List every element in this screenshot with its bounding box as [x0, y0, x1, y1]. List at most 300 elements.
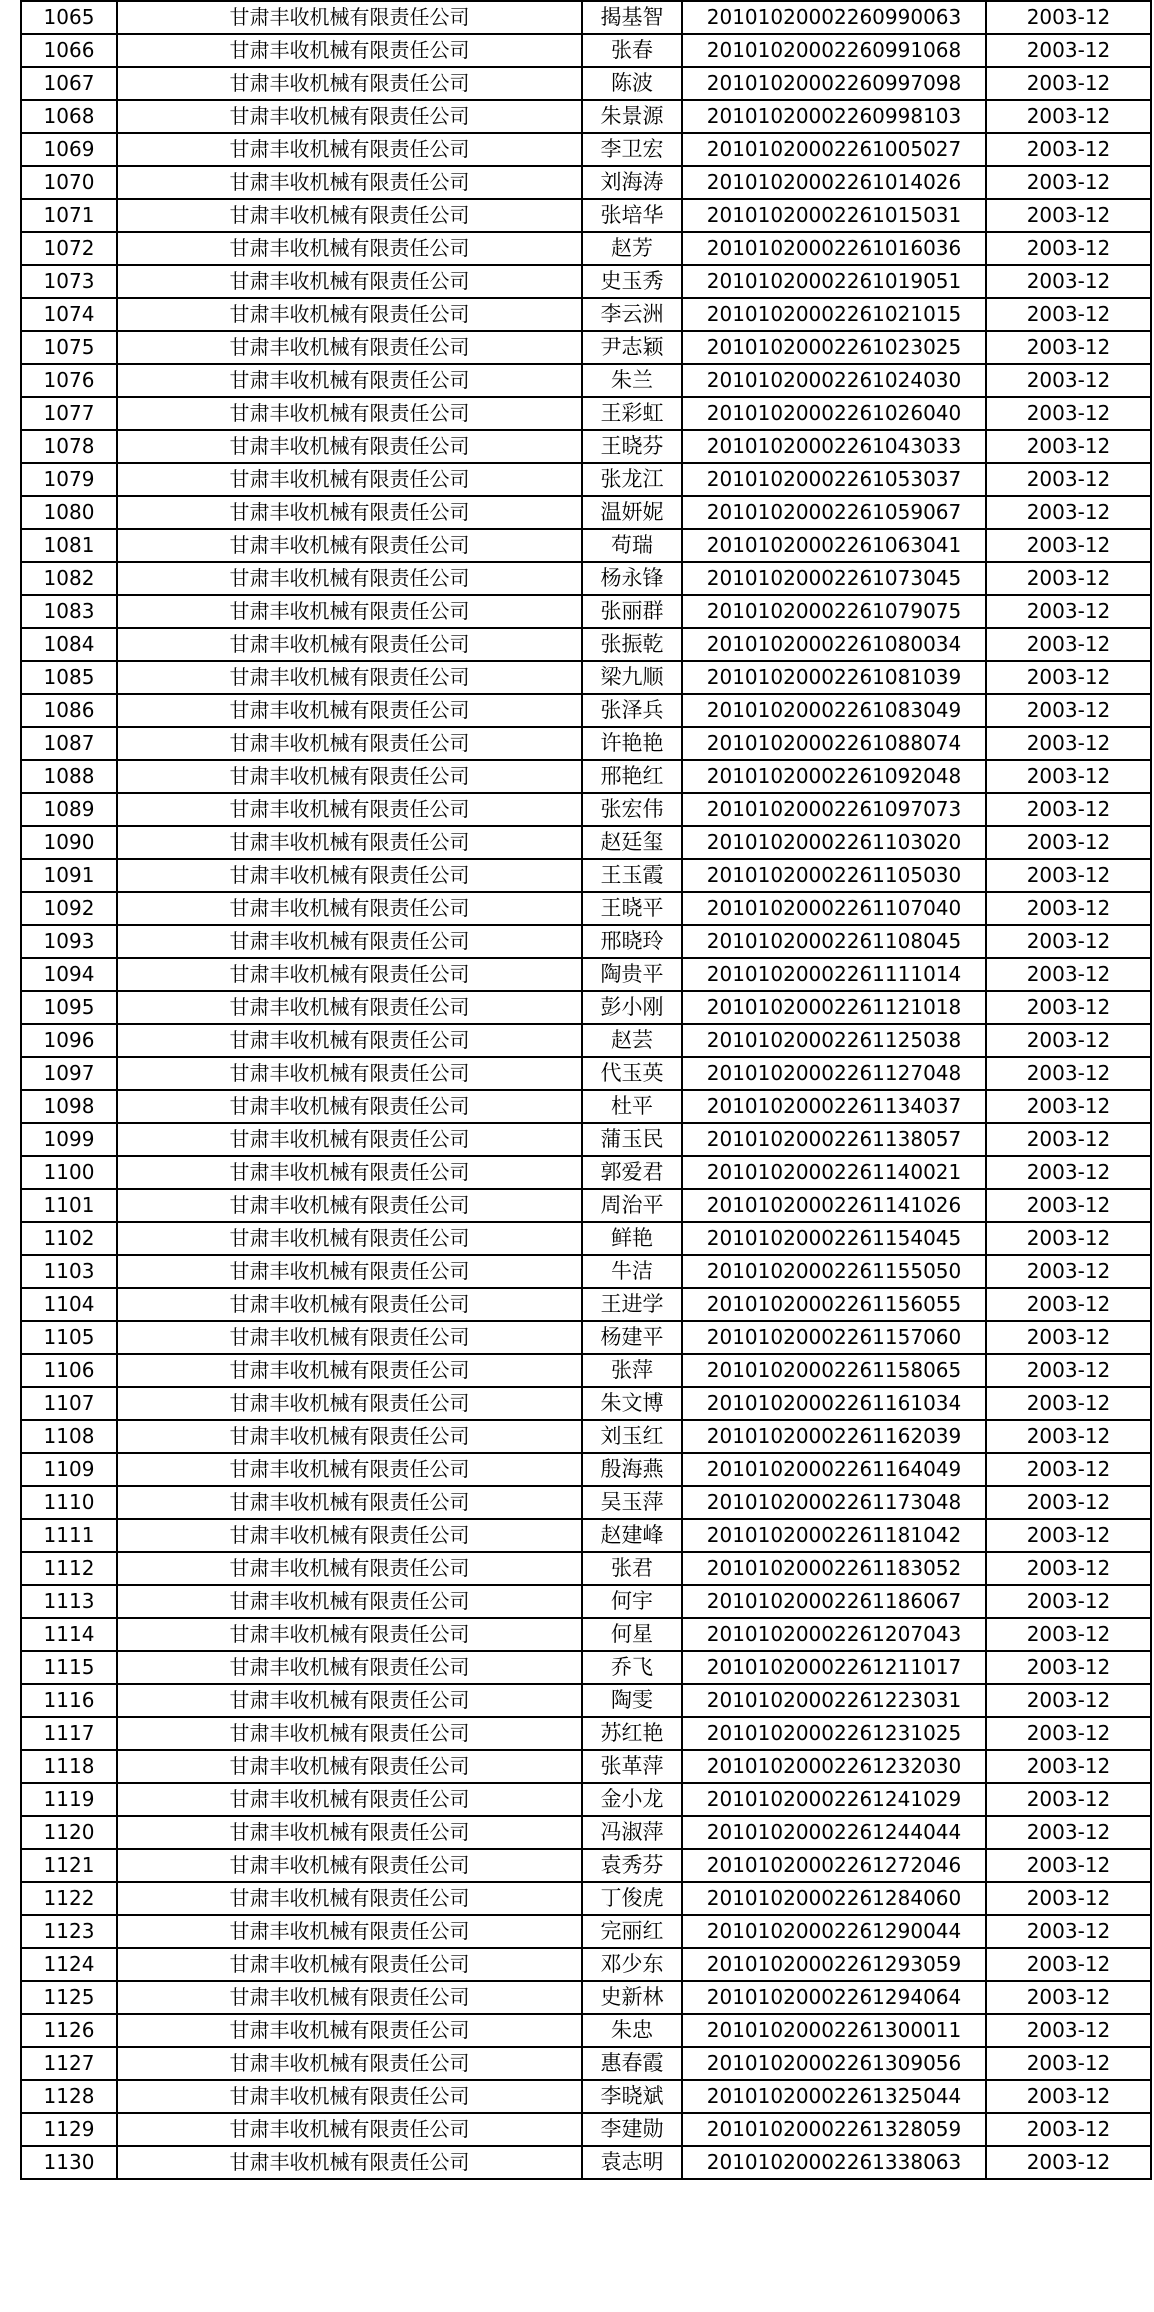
- table-row: [21, 496, 1151, 529]
- serial-number-cell: 1084: [21, 628, 117, 661]
- company-name-cell: 甘肃丰收机械有限责任公司: [117, 1354, 582, 1387]
- id-number-cell: 20101020002261284060: [682, 1882, 986, 1915]
- table-row: [21, 67, 1151, 100]
- company-name-cell: 甘肃丰收机械有限责任公司: [117, 133, 582, 166]
- serial-number-cell: 1086: [21, 694, 117, 727]
- table-row: [21, 397, 1151, 430]
- date-cell: 2003-12: [986, 1585, 1151, 1618]
- person-name-cell: 陶雯: [582, 1684, 682, 1717]
- id-number-cell: 20101020002261309056: [682, 2047, 986, 2080]
- company-name-cell: 甘肃丰收机械有限责任公司: [117, 2014, 582, 2047]
- person-name-cell: 朱景源: [582, 100, 682, 133]
- company-name-cell: 甘肃丰收机械有限责任公司: [117, 1156, 582, 1189]
- date-cell: 2003-12: [986, 2146, 1151, 2179]
- id-number-cell: 20101020002261063041: [682, 529, 986, 562]
- table-row: [21, 133, 1151, 166]
- serial-number-cell: 1065: [21, 1, 117, 34]
- company-name-cell: 甘肃丰收机械有限责任公司: [117, 1882, 582, 1915]
- date-cell: 2003-12: [986, 1453, 1151, 1486]
- id-number-cell: 20101020002261103020: [682, 826, 986, 859]
- table-row: [21, 694, 1151, 727]
- company-name-cell: 甘肃丰收机械有限责任公司: [117, 1321, 582, 1354]
- serial-number-cell: 1116: [21, 1684, 117, 1717]
- serial-number-cell: 1082: [21, 562, 117, 595]
- id-number-cell: 20101020002260990063: [682, 1, 986, 34]
- person-name-cell: 梁九顺: [582, 661, 682, 694]
- serial-number-cell: 1127: [21, 2047, 117, 2080]
- company-name-cell: 甘肃丰收机械有限责任公司: [117, 265, 582, 298]
- date-cell: 2003-12: [986, 826, 1151, 859]
- id-number-cell: 20101020002261092048: [682, 760, 986, 793]
- person-name-cell: 蒲玉民: [582, 1123, 682, 1156]
- person-name-cell: 鲜艳: [582, 1222, 682, 1255]
- id-number-cell: 20101020002261154045: [682, 1222, 986, 1255]
- id-number-cell: 20101020002261097073: [682, 793, 986, 826]
- id-number-cell: 20101020002261021015: [682, 298, 986, 331]
- person-name-cell: 赵芸: [582, 1024, 682, 1057]
- company-name-cell: 甘肃丰收机械有限责任公司: [117, 1222, 582, 1255]
- company-name-cell: 甘肃丰收机械有限责任公司: [117, 1123, 582, 1156]
- table-row: [21, 991, 1151, 1024]
- date-cell: 2003-12: [986, 496, 1151, 529]
- person-name-cell: 邢艳红: [582, 760, 682, 793]
- id-number-cell: 20101020002261207043: [682, 1618, 986, 1651]
- serial-number-cell: 1106: [21, 1354, 117, 1387]
- id-number-cell: 20101020002261053037: [682, 463, 986, 496]
- company-name-cell: 甘肃丰收机械有限责任公司: [117, 298, 582, 331]
- id-number-cell: 20101020002261083049: [682, 694, 986, 727]
- id-number-cell: 20101020002261108045: [682, 925, 986, 958]
- table-row: [21, 166, 1151, 199]
- date-cell: 2003-12: [986, 1519, 1151, 1552]
- serial-number-cell: 1105: [21, 1321, 117, 1354]
- date-cell: 2003-12: [986, 1849, 1151, 1882]
- company-name-cell: 甘肃丰收机械有限责任公司: [117, 1552, 582, 1585]
- id-number-cell: 20101020002261073045: [682, 562, 986, 595]
- person-name-cell: 代玉英: [582, 1057, 682, 1090]
- serial-number-cell: 1101: [21, 1189, 117, 1222]
- serial-number-cell: 1089: [21, 793, 117, 826]
- serial-number-cell: 1115: [21, 1651, 117, 1684]
- company-name-cell: 甘肃丰收机械有限责任公司: [117, 1057, 582, 1090]
- table-row: [21, 2113, 1151, 2146]
- id-number-cell: 20101020002261125038: [682, 1024, 986, 1057]
- table-row: [21, 529, 1151, 562]
- date-cell: 2003-12: [986, 925, 1151, 958]
- id-number-cell: 20101020002261043033: [682, 430, 986, 463]
- date-cell: 2003-12: [986, 430, 1151, 463]
- serial-number-cell: 1102: [21, 1222, 117, 1255]
- company-name-cell: 甘肃丰收机械有限责任公司: [117, 1387, 582, 1420]
- serial-number-cell: 1081: [21, 529, 117, 562]
- date-cell: 2003-12: [986, 1882, 1151, 1915]
- table-row: [21, 958, 1151, 991]
- table-row: [21, 364, 1151, 397]
- id-number-cell: 20101020002261088074: [682, 727, 986, 760]
- person-name-cell: 乔飞: [582, 1651, 682, 1684]
- company-name-cell: 甘肃丰收机械有限责任公司: [117, 1849, 582, 1882]
- id-number-cell: 20101020002261223031: [682, 1684, 986, 1717]
- company-name-cell: 甘肃丰收机械有限责任公司: [117, 1618, 582, 1651]
- serial-number-cell: 1067: [21, 67, 117, 100]
- company-name-cell: 甘肃丰收机械有限责任公司: [117, 100, 582, 133]
- person-name-cell: 张振乾: [582, 628, 682, 661]
- company-name-cell: 甘肃丰收机械有限责任公司: [117, 628, 582, 661]
- id-number-cell: 20101020002261111014: [682, 958, 986, 991]
- serial-number-cell: 1093: [21, 925, 117, 958]
- date-cell: 2003-12: [986, 1156, 1151, 1189]
- id-number-cell: 20101020002261024030: [682, 364, 986, 397]
- company-name-cell: 甘肃丰收机械有限责任公司: [117, 1, 582, 34]
- date-cell: 2003-12: [986, 1552, 1151, 1585]
- table-row: [21, 1255, 1151, 1288]
- table-row: [21, 1519, 1151, 1552]
- table-row: [21, 1387, 1151, 1420]
- person-name-cell: 王进学: [582, 1288, 682, 1321]
- company-name-cell: 甘肃丰收机械有限责任公司: [117, 1090, 582, 1123]
- company-name-cell: 甘肃丰收机械有限责任公司: [117, 1519, 582, 1552]
- person-name-cell: 王晓平: [582, 892, 682, 925]
- date-cell: 2003-12: [986, 1024, 1151, 1057]
- serial-number-cell: 1069: [21, 133, 117, 166]
- date-cell: 2003-12: [986, 133, 1151, 166]
- date-cell: 2003-12: [986, 265, 1151, 298]
- id-number-cell: 20101020002261328059: [682, 2113, 986, 2146]
- person-name-cell: 袁志明: [582, 2146, 682, 2179]
- table-row: [21, 1948, 1151, 1981]
- table-row: [21, 1024, 1151, 1057]
- company-name-cell: 甘肃丰收机械有限责任公司: [117, 430, 582, 463]
- table-row: [21, 1123, 1151, 1156]
- company-name-cell: 甘肃丰收机械有限责任公司: [117, 859, 582, 892]
- id-number-cell: 20101020002261232030: [682, 1750, 986, 1783]
- table-row: [21, 1453, 1151, 1486]
- table-row: [21, 1090, 1151, 1123]
- date-cell: 2003-12: [986, 2113, 1151, 2146]
- date-cell: 2003-12: [986, 34, 1151, 67]
- id-number-cell: 20101020002261107040: [682, 892, 986, 925]
- company-name-cell: 甘肃丰收机械有限责任公司: [117, 2080, 582, 2113]
- date-cell: 2003-12: [986, 1750, 1151, 1783]
- id-number-cell: 20101020002261293059: [682, 1948, 986, 1981]
- person-name-cell: 张龙江: [582, 463, 682, 496]
- date-cell: 2003-12: [986, 694, 1151, 727]
- table-row: [21, 34, 1151, 67]
- id-number-cell: 20101020002260997098: [682, 67, 986, 100]
- id-number-cell: 20101020002261155050: [682, 1255, 986, 1288]
- serial-number-cell: 1100: [21, 1156, 117, 1189]
- id-number-cell: 20101020002261300011: [682, 2014, 986, 2047]
- person-name-cell: 朱文博: [582, 1387, 682, 1420]
- serial-number-cell: 1079: [21, 463, 117, 496]
- date-cell: 2003-12: [986, 232, 1151, 265]
- serial-number-cell: 1099: [21, 1123, 117, 1156]
- date-cell: 2003-12: [986, 529, 1151, 562]
- table-row: [21, 1420, 1151, 1453]
- company-name-cell: 甘肃丰收机械有限责任公司: [117, 958, 582, 991]
- date-cell: 2003-12: [986, 1255, 1151, 1288]
- date-cell: 2003-12: [986, 1387, 1151, 1420]
- serial-number-cell: 1122: [21, 1882, 117, 1915]
- serial-number-cell: 1075: [21, 331, 117, 364]
- serial-number-cell: 1068: [21, 100, 117, 133]
- person-name-cell: 王玉霞: [582, 859, 682, 892]
- company-name-cell: 甘肃丰收机械有限责任公司: [117, 694, 582, 727]
- table-row: [21, 727, 1151, 760]
- person-name-cell: 完丽红: [582, 1915, 682, 1948]
- person-name-cell: 朱兰: [582, 364, 682, 397]
- person-name-cell: 史玉秀: [582, 265, 682, 298]
- person-name-cell: 何宇: [582, 1585, 682, 1618]
- table-row: [21, 2146, 1151, 2179]
- id-number-cell: 20101020002261173048: [682, 1486, 986, 1519]
- date-cell: 2003-12: [986, 1123, 1151, 1156]
- table-row: [21, 1618, 1151, 1651]
- company-name-cell: 甘肃丰收机械有限责任公司: [117, 661, 582, 694]
- roster-sheet: [20, 0, 1150, 2180]
- company-name-cell: 甘肃丰收机械有限责任公司: [117, 1486, 582, 1519]
- company-name-cell: 甘肃丰收机械有限责任公司: [117, 232, 582, 265]
- table-row: [21, 1915, 1151, 1948]
- person-name-cell: 惠春霞: [582, 2047, 682, 2080]
- person-name-cell: 刘海涛: [582, 166, 682, 199]
- company-name-cell: 甘肃丰收机械有限责任公司: [117, 2113, 582, 2146]
- company-name-cell: 甘肃丰收机械有限责任公司: [117, 1684, 582, 1717]
- roster-table: [20, 0, 1152, 2180]
- id-number-cell: 20101020002261081039: [682, 661, 986, 694]
- company-name-cell: 甘肃丰收机械有限责任公司: [117, 727, 582, 760]
- date-cell: 2003-12: [986, 1354, 1151, 1387]
- date-cell: 2003-12: [986, 397, 1151, 430]
- id-number-cell: 20101020002261016036: [682, 232, 986, 265]
- person-name-cell: 史新林: [582, 1981, 682, 2014]
- serial-number-cell: 1072: [21, 232, 117, 265]
- date-cell: 2003-12: [986, 892, 1151, 925]
- person-name-cell: 李建勋: [582, 2113, 682, 2146]
- company-name-cell: 甘肃丰收机械有限责任公司: [117, 529, 582, 562]
- table-row: [21, 331, 1151, 364]
- serial-number-cell: 1123: [21, 1915, 117, 1948]
- date-cell: 2003-12: [986, 100, 1151, 133]
- serial-number-cell: 1092: [21, 892, 117, 925]
- person-name-cell: 张宏伟: [582, 793, 682, 826]
- id-number-cell: 20101020002261158065: [682, 1354, 986, 1387]
- serial-number-cell: 1126: [21, 2014, 117, 2047]
- person-name-cell: 苏红艳: [582, 1717, 682, 1750]
- serial-number-cell: 1120: [21, 1816, 117, 1849]
- serial-number-cell: 1085: [21, 661, 117, 694]
- company-name-cell: 甘肃丰收机械有限责任公司: [117, 892, 582, 925]
- company-name-cell: 甘肃丰收机械有限责任公司: [117, 1189, 582, 1222]
- person-name-cell: 温妍妮: [582, 496, 682, 529]
- company-name-cell: 甘肃丰收机械有限责任公司: [117, 331, 582, 364]
- date-cell: 2003-12: [986, 2014, 1151, 2047]
- serial-number-cell: 1074: [21, 298, 117, 331]
- table-row: [21, 199, 1151, 232]
- table-row: [21, 1486, 1151, 1519]
- person-name-cell: 王晓芬: [582, 430, 682, 463]
- date-cell: 2003-12: [986, 958, 1151, 991]
- person-name-cell: 何星: [582, 1618, 682, 1651]
- id-number-cell: 20101020002261290044: [682, 1915, 986, 1948]
- id-number-cell: 20101020002261183052: [682, 1552, 986, 1585]
- person-name-cell: 张君: [582, 1552, 682, 1585]
- person-name-cell: 殷海燕: [582, 1453, 682, 1486]
- person-name-cell: 邢晓玲: [582, 925, 682, 958]
- company-name-cell: 甘肃丰收机械有限责任公司: [117, 463, 582, 496]
- company-name-cell: 甘肃丰收机械有限责任公司: [117, 199, 582, 232]
- table-row: [21, 760, 1151, 793]
- id-number-cell: 20101020002261161034: [682, 1387, 986, 1420]
- serial-number-cell: 1113: [21, 1585, 117, 1618]
- company-name-cell: 甘肃丰收机械有限责任公司: [117, 166, 582, 199]
- table-row: [21, 1750, 1151, 1783]
- date-cell: 2003-12: [986, 2080, 1151, 2113]
- person-name-cell: 周治平: [582, 1189, 682, 1222]
- person-name-cell: 陈波: [582, 67, 682, 100]
- date-cell: 2003-12: [986, 364, 1151, 397]
- serial-number-cell: 1119: [21, 1783, 117, 1816]
- table-row: [21, 2047, 1151, 2080]
- id-number-cell: 20101020002261080034: [682, 628, 986, 661]
- serial-number-cell: 1094: [21, 958, 117, 991]
- id-number-cell: 20101020002260998103: [682, 100, 986, 133]
- date-cell: 2003-12: [986, 661, 1151, 694]
- date-cell: 2003-12: [986, 793, 1151, 826]
- id-number-cell: 20101020002261079075: [682, 595, 986, 628]
- id-number-cell: 20101020002261005027: [682, 133, 986, 166]
- id-number-cell: 20101020002261105030: [682, 859, 986, 892]
- company-name-cell: 甘肃丰收机械有限责任公司: [117, 562, 582, 595]
- date-cell: 2003-12: [986, 331, 1151, 364]
- company-name-cell: 甘肃丰收机械有限责任公司: [117, 364, 582, 397]
- company-name-cell: 甘肃丰收机械有限责任公司: [117, 1750, 582, 1783]
- serial-number-cell: 1091: [21, 859, 117, 892]
- person-name-cell: 张丽群: [582, 595, 682, 628]
- id-number-cell: 20101020002261019051: [682, 265, 986, 298]
- table-row: [21, 1156, 1151, 1189]
- person-name-cell: 金小龙: [582, 1783, 682, 1816]
- date-cell: 2003-12: [986, 1090, 1151, 1123]
- table-row: [21, 265, 1151, 298]
- table-row: [21, 430, 1151, 463]
- date-cell: 2003-12: [986, 1651, 1151, 1684]
- id-number-cell: 20101020002261059067: [682, 496, 986, 529]
- serial-number-cell: 1124: [21, 1948, 117, 1981]
- person-name-cell: 丁俊虎: [582, 1882, 682, 1915]
- id-number-cell: 20101020002261121018: [682, 991, 986, 1024]
- date-cell: 2003-12: [986, 463, 1151, 496]
- serial-number-cell: 1103: [21, 1255, 117, 1288]
- table-row: [21, 100, 1151, 133]
- company-name-cell: 甘肃丰收机械有限责任公司: [117, 397, 582, 430]
- id-number-cell: 20101020002261244044: [682, 1816, 986, 1849]
- company-name-cell: 甘肃丰收机械有限责任公司: [117, 2047, 582, 2080]
- company-name-cell: 甘肃丰收机械有限责任公司: [117, 1915, 582, 1948]
- id-number-cell: 20101020002261140021: [682, 1156, 986, 1189]
- table-row: [21, 628, 1151, 661]
- table-row: [21, 826, 1151, 859]
- serial-number-cell: 1087: [21, 727, 117, 760]
- serial-number-cell: 1107: [21, 1387, 117, 1420]
- person-name-cell: 吴玉萍: [582, 1486, 682, 1519]
- date-cell: 2003-12: [986, 727, 1151, 760]
- id-number-cell: 20101020002261141026: [682, 1189, 986, 1222]
- person-name-cell: 袁秀芬: [582, 1849, 682, 1882]
- person-name-cell: 杨建平: [582, 1321, 682, 1354]
- table-row: [21, 1222, 1151, 1255]
- serial-number-cell: 1108: [21, 1420, 117, 1453]
- company-name-cell: 甘肃丰收机械有限责任公司: [117, 991, 582, 1024]
- serial-number-cell: 1110: [21, 1486, 117, 1519]
- person-name-cell: 张培华: [582, 199, 682, 232]
- date-cell: 2003-12: [986, 1948, 1151, 1981]
- id-number-cell: 20101020002261023025: [682, 331, 986, 364]
- serial-number-cell: 1117: [21, 1717, 117, 1750]
- date-cell: 2003-12: [986, 1486, 1151, 1519]
- serial-number-cell: 1076: [21, 364, 117, 397]
- table-row: [21, 298, 1151, 331]
- table-row: [21, 661, 1151, 694]
- id-number-cell: 20101020002261157060: [682, 1321, 986, 1354]
- company-name-cell: 甘肃丰收机械有限责任公司: [117, 925, 582, 958]
- id-number-cell: 20101020002261138057: [682, 1123, 986, 1156]
- company-name-cell: 甘肃丰收机械有限责任公司: [117, 496, 582, 529]
- date-cell: 2003-12: [986, 1981, 1151, 2014]
- company-name-cell: 甘肃丰收机械有限责任公司: [117, 1948, 582, 1981]
- serial-number-cell: 1118: [21, 1750, 117, 1783]
- company-name-cell: 甘肃丰收机械有限责任公司: [117, 1288, 582, 1321]
- person-name-cell: 张萍: [582, 1354, 682, 1387]
- table-row: [21, 463, 1151, 496]
- id-number-cell: 20101020002261014026: [682, 166, 986, 199]
- id-number-cell: 20101020002261134037: [682, 1090, 986, 1123]
- person-name-cell: 许艳艳: [582, 727, 682, 760]
- person-name-cell: 张春: [582, 34, 682, 67]
- company-name-cell: 甘肃丰收机械有限责任公司: [117, 1717, 582, 1750]
- serial-number-cell: 1109: [21, 1453, 117, 1486]
- serial-number-cell: 1121: [21, 1849, 117, 1882]
- serial-number-cell: 1083: [21, 595, 117, 628]
- date-cell: 2003-12: [986, 2047, 1151, 2080]
- company-name-cell: 甘肃丰收机械有限责任公司: [117, 1024, 582, 1057]
- table-row: [21, 892, 1151, 925]
- id-number-cell: 20101020002261156055: [682, 1288, 986, 1321]
- date-cell: 2003-12: [986, 1420, 1151, 1453]
- date-cell: 2003-12: [986, 166, 1151, 199]
- table-row: [21, 2014, 1151, 2047]
- company-name-cell: 甘肃丰收机械有限责任公司: [117, 1585, 582, 1618]
- date-cell: 2003-12: [986, 628, 1151, 661]
- person-name-cell: 赵廷玺: [582, 826, 682, 859]
- company-name-cell: 甘肃丰收机械有限责任公司: [117, 1453, 582, 1486]
- id-number-cell: 20101020002261181042: [682, 1519, 986, 1552]
- serial-number-cell: 1128: [21, 2080, 117, 2113]
- person-name-cell: 尹志颖: [582, 331, 682, 364]
- id-number-cell: 20101020002261127048: [682, 1057, 986, 1090]
- serial-number-cell: 1078: [21, 430, 117, 463]
- table-row: [21, 1717, 1151, 1750]
- table-row: [21, 1981, 1151, 2014]
- company-name-cell: 甘肃丰收机械有限责任公司: [117, 793, 582, 826]
- person-name-cell: 郭爱君: [582, 1156, 682, 1189]
- date-cell: 2003-12: [986, 991, 1151, 1024]
- date-cell: 2003-12: [986, 1618, 1151, 1651]
- table-row: [21, 2080, 1151, 2113]
- person-name-cell: 陶贵平: [582, 958, 682, 991]
- person-name-cell: 王彩虹: [582, 397, 682, 430]
- serial-number-cell: 1104: [21, 1288, 117, 1321]
